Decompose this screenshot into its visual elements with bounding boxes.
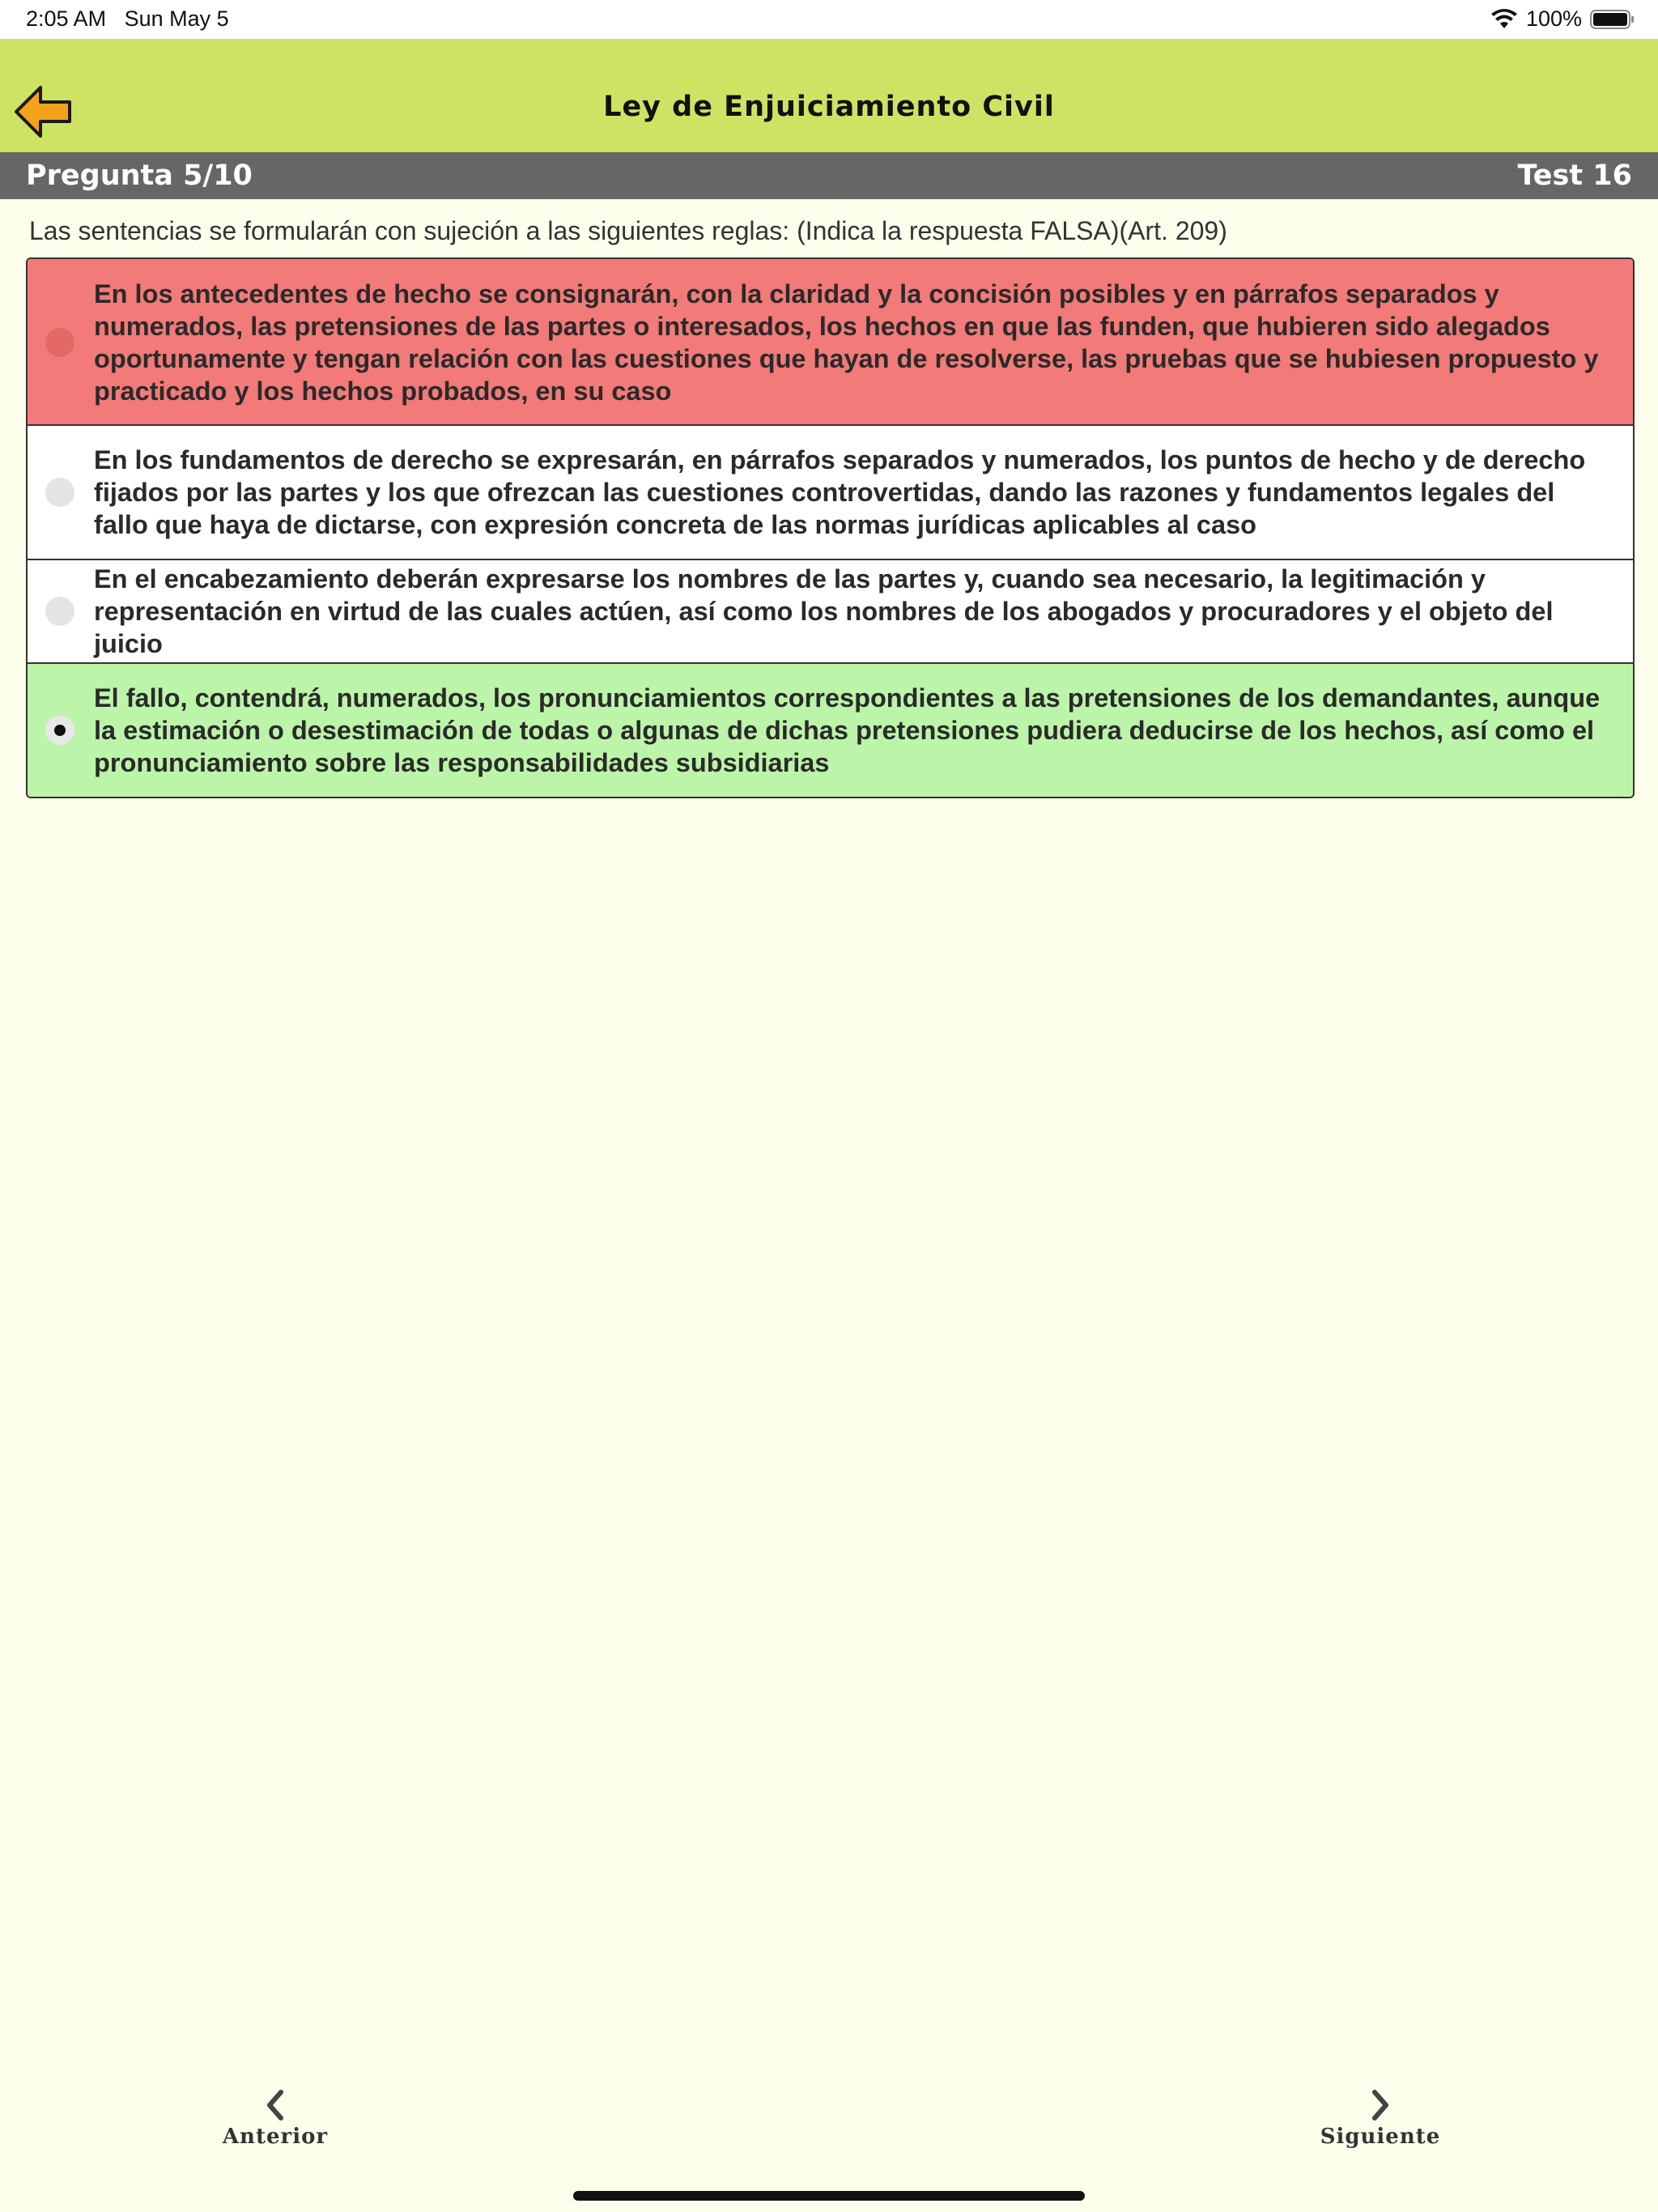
app-header	[0, 39, 1658, 152]
status-time: 2:05 AM	[26, 6, 107, 31]
answer-text: En los antecedentes de hecho se consignarán, con la claridad y la concisión posibles y en párrafos separados y numerados, las pretensiones de las partes o interesados, los hechos en que las funden, que hubieren sido alegados oportunamente y tengan relación con las cuestiones que hayan de resolverse, las pruebas que se hubiesen propuesto y practicado y los hechos probados, en su caso	[94, 279, 1599, 406]
chevron-left-icon	[263, 2089, 287, 2121]
answer-text: El fallo, contendrá, numerados, los pronunciamientos correspondientes a las pretensiones de los demandantes, aunque la estimación o desestimación de todas o algunas de dichas pretensiones pudiera deducirse de los hechos, así como el pronunciamiento sobre las responsabilidades subsidiarias	[94, 683, 1601, 777]
previous-button[interactable]	[194, 2089, 356, 2154]
answer-text: En los fundamentos de derecho se expresarán, en párrafos separados y numerados, los puntos de hecho y de derecho fijados por las partes y los que ofrezcan las cuestiones controvertidas, dando las razones y fundamentos legales del fallo que haya de dictarse, con expresión concreta de las normas jurídicas aplicables al caso	[94, 445, 1586, 539]
test-label: Test 16	[1517, 160, 1632, 192]
status-time-date	[26, 6, 229, 32]
answer-text: En el encabezamiento deberán expresarse los nombres de las partes y, cuando sea necesario, la legitimación y representación en virtud de las cuales actúen, así como los nombres de los abogados y procuradores y el objeto del juicio	[94, 564, 1554, 658]
status-date: Sun May 5	[124, 6, 229, 31]
radio-selected-dot	[54, 725, 66, 736]
answer-list	[26, 257, 1635, 798]
previous-label: Anterior	[222, 2125, 329, 2149]
page-title: Ley de Enjuiciamiento Civil	[603, 91, 1055, 123]
answer-option-1[interactable]	[28, 259, 1633, 426]
battery-percent: 100%	[1525, 6, 1582, 31]
question-counter: Pregunta 5/10	[26, 160, 253, 192]
next-label: Siguiente	[1320, 2125, 1441, 2149]
chevron-right-icon	[1368, 2089, 1392, 2121]
answer-option-4[interactable]	[28, 664, 1633, 797]
battery-icon	[1590, 9, 1635, 30]
question-progress-bar	[0, 152, 1658, 199]
question-text: Las sentencias se formularán con sujeción a las siguientes reglas: (Indica la respuesta FALSA)(Art. 209)	[29, 216, 1227, 245]
radio-button[interactable]	[45, 328, 74, 357]
next-button[interactable]	[1299, 2089, 1461, 2154]
answer-option-2[interactable]	[28, 426, 1633, 560]
radio-button[interactable]	[45, 597, 74, 626]
status-indicators	[1490, 6, 1635, 32]
status-bar	[0, 0, 1658, 39]
radio-button[interactable]	[45, 478, 74, 507]
radio-button-selected[interactable]	[45, 716, 74, 745]
home-indicator[interactable]	[573, 2191, 1085, 2201]
answer-option-3[interactable]	[28, 560, 1633, 664]
wifi-icon	[1490, 9, 1518, 30]
